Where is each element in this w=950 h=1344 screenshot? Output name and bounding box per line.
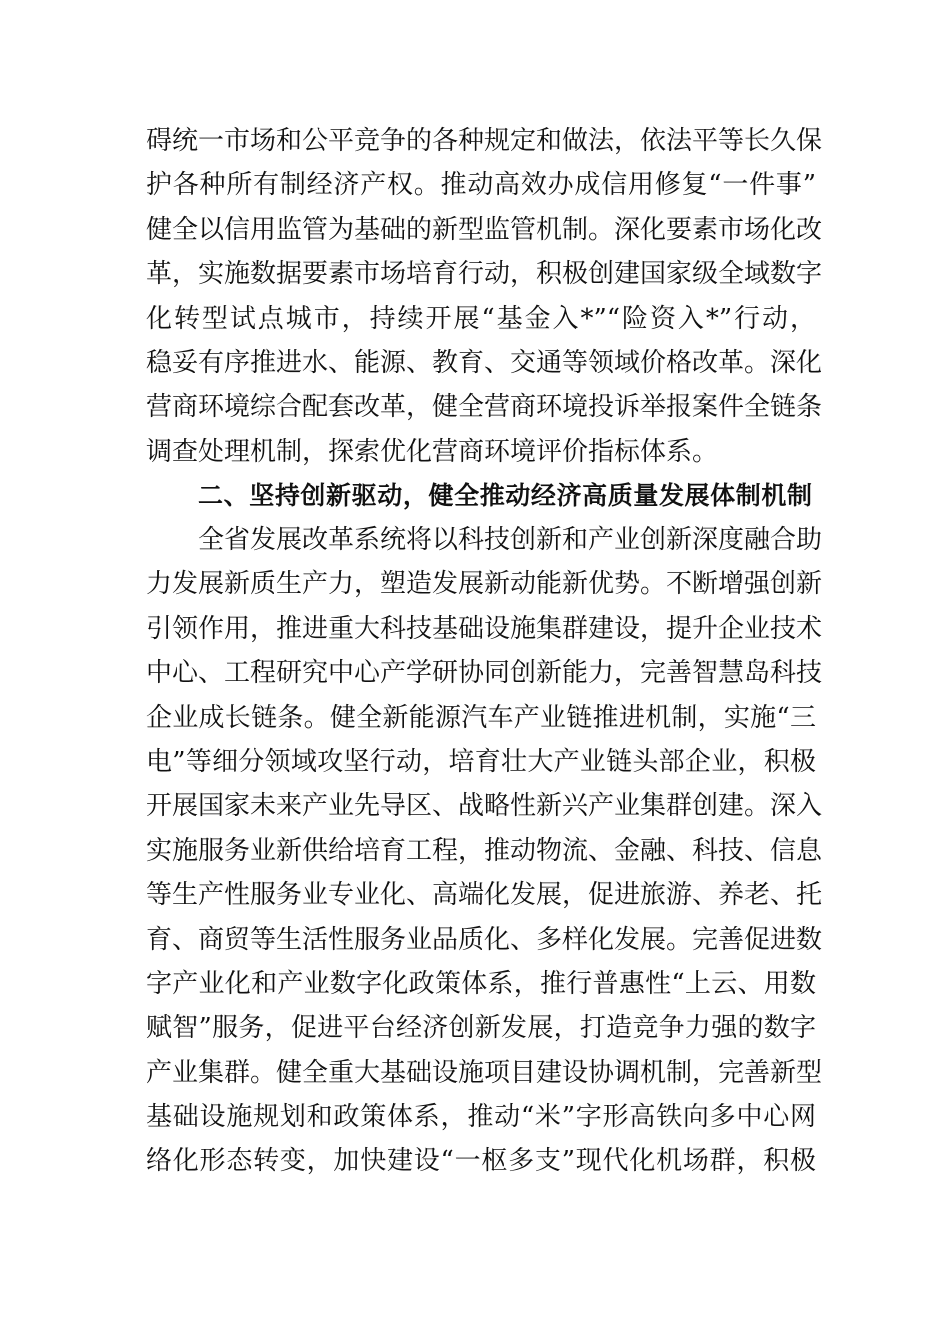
- paragraph-1-line: 革，实施数据要素市场培育行动，积极创建国家级全域数字: [146, 259, 823, 290]
- paragraph-2-line: 企业成长链条。健全新能源汽车产业链推进机制，实施“三: [146, 702, 816, 733]
- paragraph-1-line: 营商环境综合配套改革，健全营商环境投诉举报案件全链条: [146, 392, 823, 423]
- paragraph-1-line: 护各种所有制经济产权。推动高效办成信用修复“一件事”: [146, 170, 816, 201]
- paragraph-2-line: 络化形态转变，加快建设“一枢多支”现代化机场群，积极: [146, 1146, 816, 1177]
- paragraph-2-line: 字产业化和产业数字化政策体系，推行普惠性“上云、用数: [146, 968, 816, 999]
- paragraph-2-line: 全省发展改革系统将以科技创新和产业创新深度融合助: [198, 525, 823, 555]
- paragraph-2-line: 等生产性服务业专业化、高端化发展，促进旅游、养老、托: [146, 880, 823, 911]
- paragraph-2-line: 产业集群。健全重大基础设施项目建设协调机制，完善新型: [146, 1057, 823, 1088]
- paragraph-1-line: 稳妥有序推进水、能源、教育、交通等领域价格改革。深化: [146, 347, 823, 378]
- paragraph-2-line: 引领作用，推进重大科技基础设施集群建设，提升企业技术: [146, 613, 823, 644]
- paragraph-2: [146, 518, 823, 1184]
- paragraph-2-line: 基础设施规划和政策体系，推动“米”字形高铁向多中心网: [146, 1102, 816, 1133]
- paragraph-2-line: 赋智”服务，促进平台经济创新发展，打造竞争力强的数字: [146, 1013, 816, 1044]
- paragraph-2-line: 中心、工程研究中心产学研协同创新能力，完善智慧岛科技: [146, 658, 823, 689]
- paragraph-1-line: 调查处理机制，探索优化营商环境评价指标体系。: [146, 436, 719, 467]
- paragraph-1: [146, 119, 823, 474]
- paragraph-1-line: 健全以信用监管为基础的新型监管机制。深化要素市场化改: [146, 214, 823, 245]
- section-heading: 二、坚持创新驱动，健全推动经济高质量发展体制机制: [198, 481, 812, 510]
- paragraph-2-line: 育、商贸等生活性服务业品质化、多样化发展。完善促进数: [146, 924, 823, 955]
- paragraph-2-line: 力发展新质生产力，塑造发展新动能新优势。不断增强创新: [146, 569, 823, 600]
- paragraph-1-line: 碍统一市场和公平竞争的各种规定和做法，依法平等长久保: [146, 126, 823, 156]
- paragraph-2-line: 实施服务业新供给培育工程，推动物流、金融、科技、信息: [146, 835, 823, 866]
- paragraph-1-line: 化转型试点城市，持续开展“基金入*”“险资入*”行动，: [146, 303, 816, 334]
- paragraph-2-line: 开展国家未来产业先导区、战略性新兴产业集群创建。深入: [146, 791, 823, 822]
- paragraph-2-line: 电”等细分领域攻坚行动，培育壮大产业链头部企业，积极: [146, 746, 816, 777]
